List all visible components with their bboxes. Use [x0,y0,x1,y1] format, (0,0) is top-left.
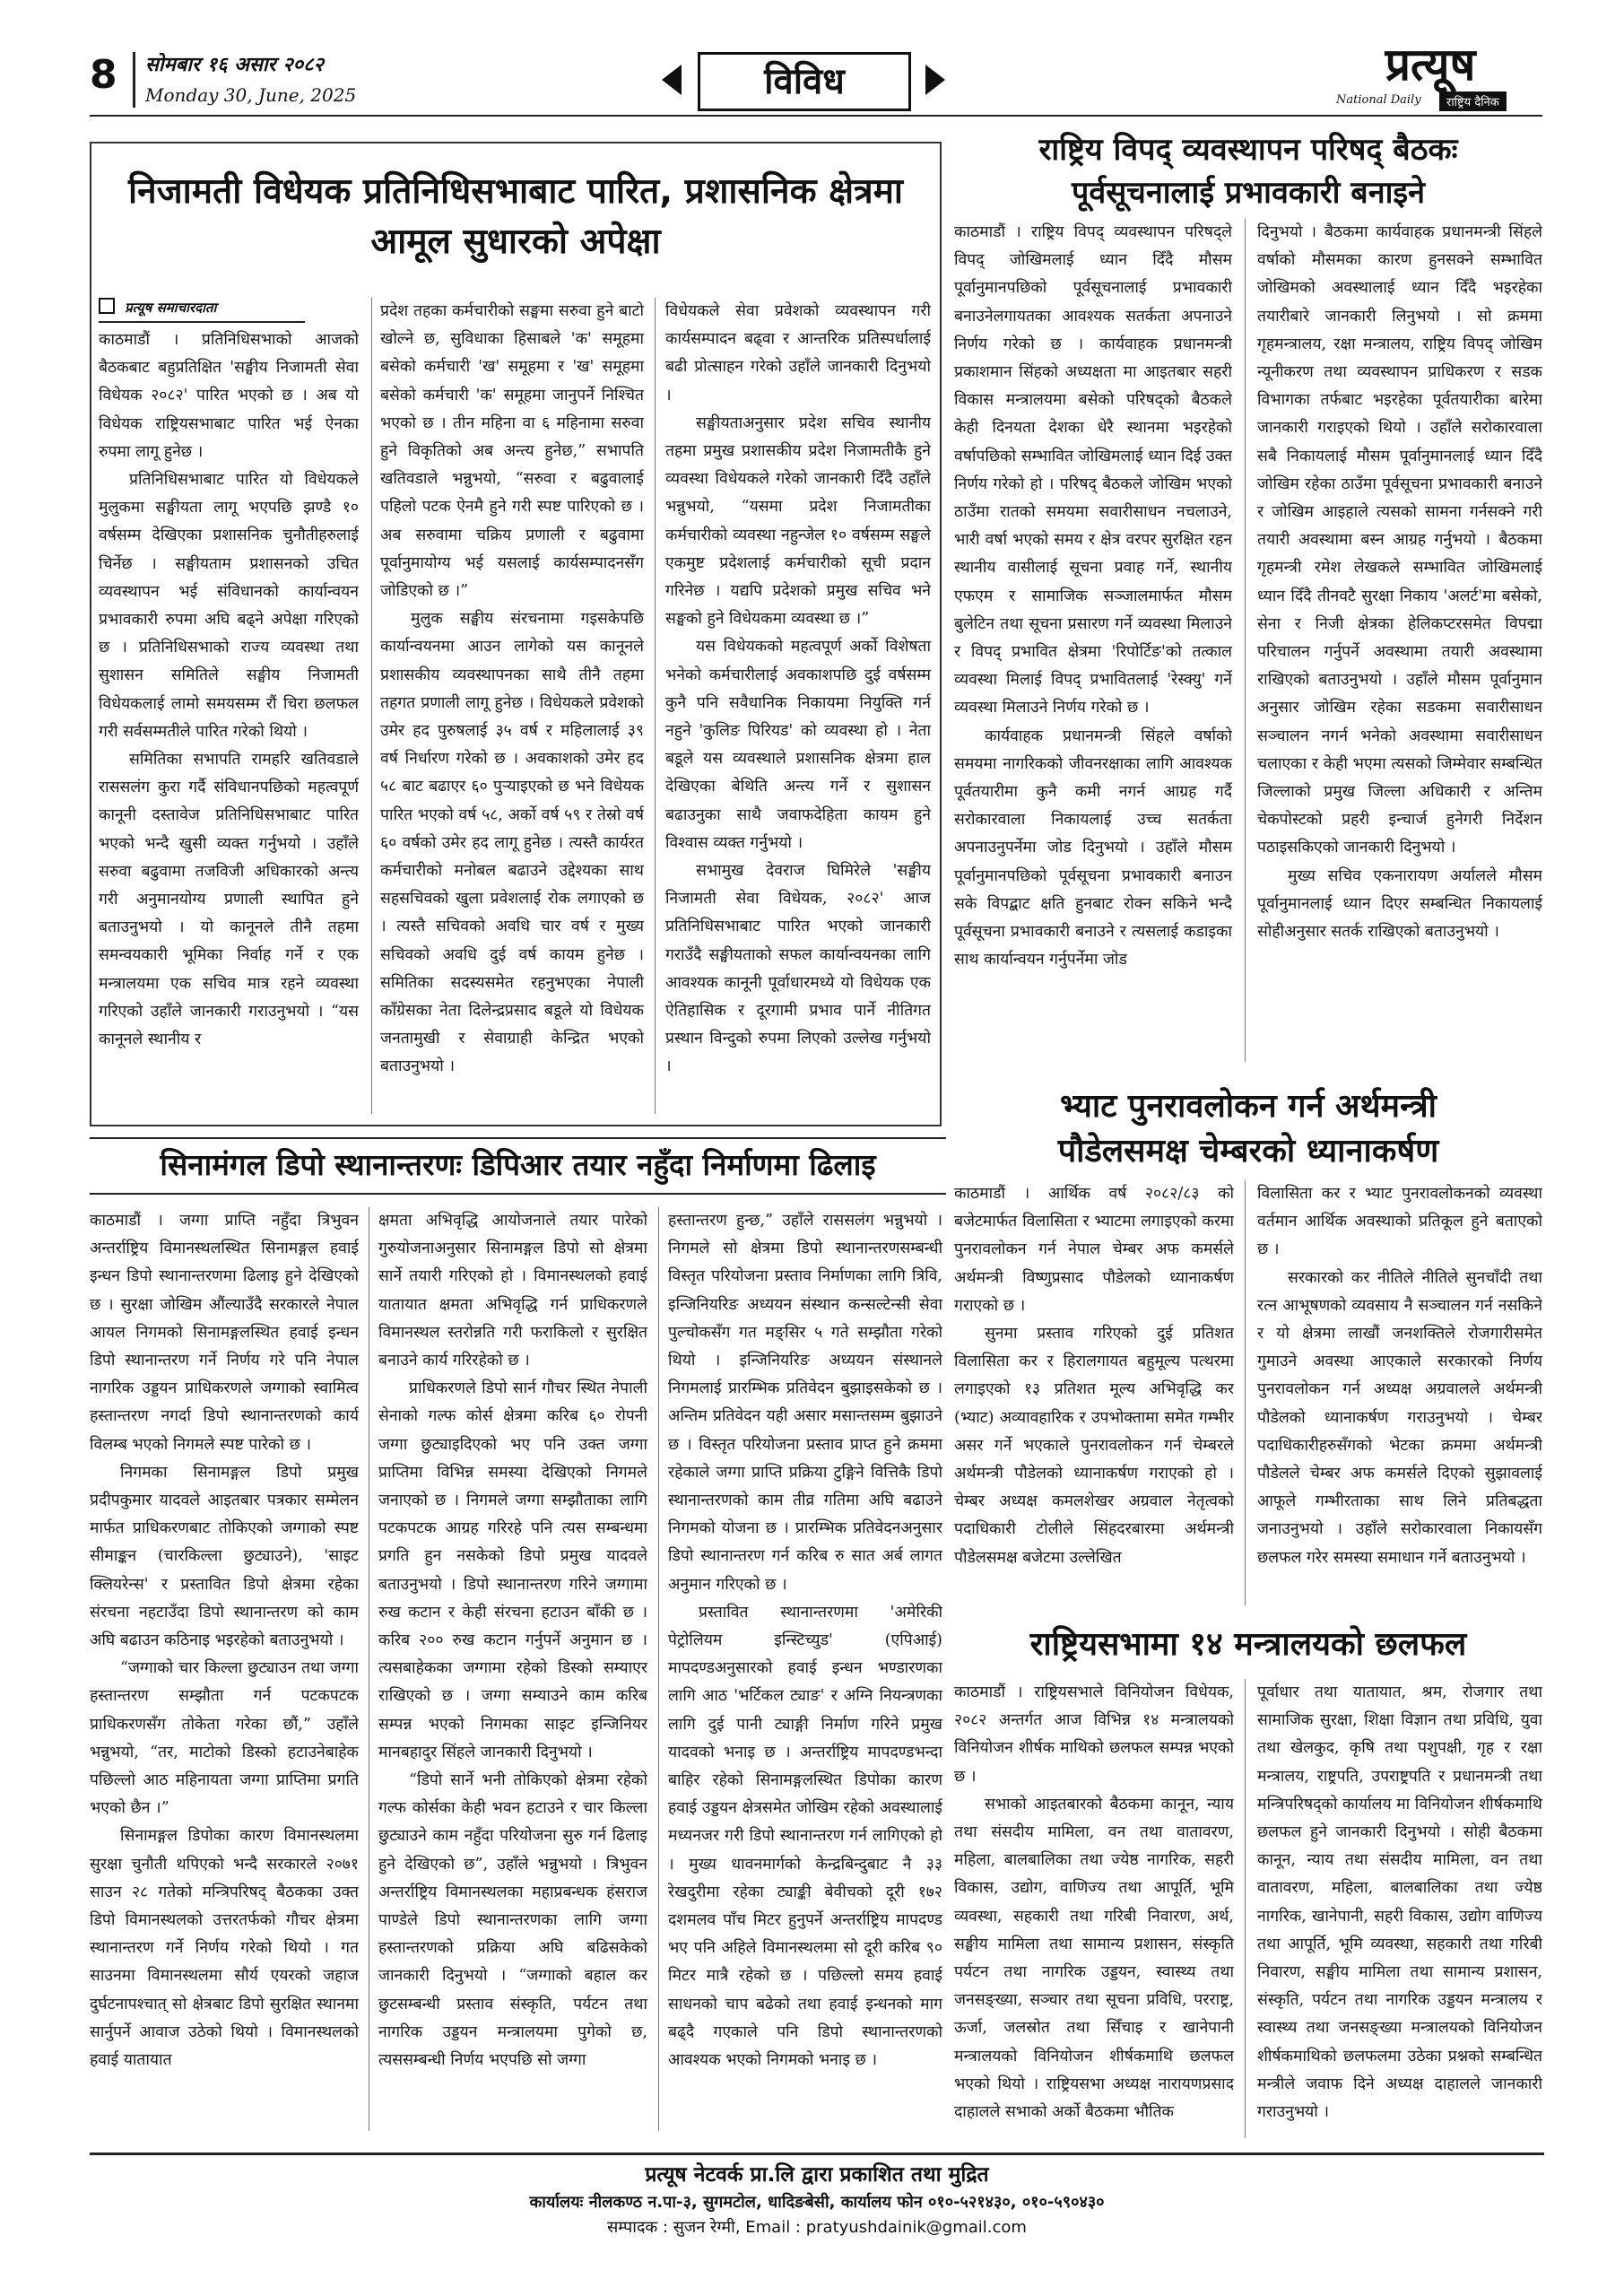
article-vat-column-1 [954,1180,1234,1611]
page-number: 8 [90,52,117,98]
date-divider [133,52,135,108]
article-vat-headline-line1: भ्याट पुनरावलोकन गर्न अर्थमन्त्री [1060,1088,1437,1125]
article-rastriyasabha [952,1620,1544,2149]
logo-name: प्रत्यूष [1385,39,1476,91]
paragraph: विधेयकले सेवा प्रवेशको व्यवस्थापन गरी कार्यसम्पादन बढ्वा र आन्तरिक प्रतिस्पर्धालाई बढी प्रोत्साहन गरेको उहाँले जानकारी दिनुभयो । [665,302,931,404]
article-nijamati [90,142,942,1126]
paragraph: सुनमा प्रस्ताव गरिएको दुई प्रतिशत विलासिता कर र हिरालगायत बहुमूल्य पत्थरमा लगाइएको १३ प्रतिशत मूल्य अभिवृद्धि कर (भ्याट) अव्यावहारिक र उपभोक्तामा समेत गम्भीर असर गर्ने भएकाले पुनरावलोकन गर्न चेम्बरले अर्थमन्त्री पौडेलको ध्यानाकर्षण गराएको हो । चेम्बर अध्यक्ष कमलशेखर अग्रवाल नेतृत्वको पदाधिकारी टोलीले सिंहदरबारमा अर्थमन्त्री पौडेलसमक्ष बजेटमा उल्लेखित [954,1325,1234,1567]
paragraph: “डिपो सार्ने भनी तोकिएको क्षेत्रमा रहेको गल्फ कोर्सका केही भवन हटाउने र चार किल्ला छुट्याउने काम नहुँदा परियोजना सुरु गर्न ढिलाइ हुने देखिएको छ”, उहाँले भन्नुभयो । त्रिभुवन अन्तर्राष्ट्रिय विमानस्थलका महाप्रबन्धक हंसराज पाण्डेले डिपो स्थानान्तरणका लागि जग्गा हस्तान्तरणको प्रक्रिया अघि बढिसकेको जानकारी दिनुभयो । “जग्गाको बहाल कर छुटसम्बन्धी प्रस्ताव संस्कृति, पर्यटन तथा नागरिक उड्डयन मन्त्रालयमा पुगेको छ, त्यससम्बन्धी निर्णय भएपछि सो जग्गा [378,1771,647,2070]
paragraph: सरकारको कर नीतिले नीतिले सुनचाँदी तथा रत्न आभूषणको व्यवसाय नै सञ्चालन गर्न नसकिने र यो क्षेत्रमा लाखौं जनशक्तिले रोजगारीसमेत गुमाउने अवस्था आएकाले सरकारको निर्णय पुनरावलोकन गर्न अध्यक्ष अग्रवालले अर्थमन्त्री पौडेलको ध्यानाकर्षण गराउनुभयो । चेम्बर पदाधिकारीहरुसँगको भेटका क्रममा अर्थमन्त्री पौडेलले चेम्बर अफ कमर्सले दिएको सुझावलाई आफूले गम्भीरताका साथ लिने प्रतिबद्धता जनाउनुभयो । उहाँले सरोकारवाला निकायसँग छलफल गरेर समस्या समाधान गर्ने बताउनुभयो । [1257,1268,1542,1567]
paragraph: काठमाडौं । राष्ट्रिय विपद् व्यवस्थापन परिषद्ले विपद् जोखिमलाई ध्यान दिँदै मौसम पूर्वानुमानपछिको पूर्वसूचनालाई प्रभावकारी बनाउनेलगायतका आवश्यक सतर्कता अपनाउने निर्णय गरेको छ । कार्यवाहक प्रधानमन्त्री प्रकाशमान सिंहको अध्यक्षता मा आइतबार सहरी विकास मन्त्रालयमा बसेको परिषद्को बैठकले केही दिनयता देशका धेरै स्थानमा भइरहेको वर्षापछिको सम्भावित जोखिमलाई ध्यान दिई उक्त निर्णय गरेको हो । परिषद् बैठकले जोखिम भएको ठाउँमा रातको समयमा सवारीसाधन नचलाउने, भारी वर्षा भएको समय र क्षेत्र वरपर सुरक्षित रहन स्थानीय वासीलाई सूचना प्रवाह गर्ने, स्थानीय एफएम र सामाजिक सञ्जालमार्फत मौसम बुलेटिन तथा सूचना प्रसारण गर्ने व्यवस्था मिलाउने र विपद् प्रभावित क्षेत्रमा 'रिपोर्टिङ'को तत्काल व्यवस्था मिलाई विपद् प्रभावितलाई 'रेस्क्यु' गर्ने व्यवस्था मिलाउने निर्णय गरेको छ । [954,223,1232,718]
column-divider [371,298,372,1114]
footer-office: कार्यालयः नीलकण्ठ न.पा-३, सुगमटोल, धादिङबेसी, कार्यालय फोन ०१०-५२१४३०, ०१०-५९०४३० [529,2193,1105,2212]
masthead-logo [1318,39,1542,115]
paragraph: समितिका सभापति रामहरि खतिवडाले राससलंग कुरा गर्दै संविधानपछिको महत्वपूर्ण कानूनी दस्तावेज प्रतिनिधिसभाबाट पारित भएको भन्दै खुसी व्यक्त गर्नुभयो । उहाँले सरुवा बढुवामा तजविजी अधिकारको अन्त्य गरी अनुमानयोग्य प्रणाली स्थापित हुने बताउनुभयो । यो कानूनले तीनै तहमा समन्वयकारी भूमिका निर्वाह गर्ने र एक मन्त्रालयमा एक सचिव मात्र रहने व्यवस्था गरिएको उहाँले जानकारी गराउनुभयो । “यस कानूनले स्थानीय र [99,751,359,1049]
paragraph: काठमाडौं । जग्गा प्राप्ति नहुँदा त्रिभुवन अन्तर्राष्ट्रिय विमानस्थलस्थित सिनामङ्गल हवाई इन्धन डिपो स्थानान्तरणमा ढिलाइ हुने देखिएको छ । सुरक्षा जोखिम औंल्याउँदै सरकारले नेपाल आयल निगमको सिनामङ्गलस्थित हवाई इन्धन डिपो स्थानान्तरण गर्ने निर्णय गरे पनि नेपाल नागरिक उड्डयन प्राधिकरणले जग्गाको स्वामित्व हस्तान्तरण नगर्दा डिपो स्थानान्तरणको कार्य विलम्ब भएको निगमले स्पष्ट पारेको छ । [90,1212,359,1454]
footer [90,2152,1544,2251]
column-divider [658,1207,659,2131]
paragraph: सङ्घीयताअनुसार प्रदेश सचिव स्थानीय तहमा प्रमुख प्रशासकीय प्रदेश निजामतीकै हुने व्यवस्था विधेयकले गरेको जानकारी दिँदै उहाँले भन्नुभयो, “यसमा प्रदेश निजामतीका कर्मचारीको व्यवस्था नहुन्जेल १० वर्षसम्म सङ्घले एकमुष्ट प्रदेशलाई कर्मचारीको सूची प्रदान गरिनेछ । यद्यपि प्रदेशको प्रमुख सचिव भने सङ्घको हुने विधेयकमा व्यवस्था छ ।” [665,413,931,629]
paragraph: विलासिता कर र भ्याट पुनरावलोकनको व्यवस्था वर्तमान आर्थिक अवस्थाको प्रतिकूल हुने बताएको छ । [1257,1185,1542,1259]
column-divider [655,298,656,1114]
article-sinamangal-headline: सिनामंगल डिपो स्थानान्तरणः डिपिआर तयार नहुँदा निर्माणमा ढिलाइ [160,1147,876,1182]
paragraph: सभाको आइतबारको बैठकमा कानून, न्याय तथा संसदीय मामिला, वन तथा वातावरण, महिला, बालबालिका तथा ज्येष्ठ नागरिक, सहरी विकास, उद्योग, वाणिज्य तथा आपूर्ति, भूमि व्यवस्था, सहकारी तथा गरिबी निवारण, अर्थ, सङ्घीय मामिला तथा सामान्य प्रशासन, संस्कृति पर्यटन तथा नागरिक उड्डयन, स्वास्थ्य तथा जनसङ्ख्या, सञ्चार तथा सूचना प्रविधि, परराष्ट्र, ऊर्जा, जलस्रोत तथा सिँचाइ र खानेपानी मन्त्रालयको विनियोजन शीर्षकमाथि छलफल भएको थियो । राष्ट्रियसभा अध्यक्ष नारायणप्रसाद दाहालले सभाको अर्को बैठकमा भौतिक [954,1795,1234,2122]
paragraph: प्रदेश तहका कर्मचारीको सङ्घमा सरुवा हुने बाटो खोल्ने छ, सुविधाका हिसाबले 'क' समूहमा बसेको कर्मचारी 'ख' समूहमा र 'ख' समूहमा बसेको कर्मचारी 'क' समूहमा जानुपर्ने निश्चित भएको छ । तीन महिना वा ६ महिनामा सरुवा हुने विकृतिको अब अन्त्य हुनेछ,” सभापति खतिवडाले भन्नुभयो, “सरुवा र बढुवालाई पहिलो पटक ऐनमै हुने गरी स्पष्ट पारिएको छ । अब सरुवामा चक्रिय प्रणाली र बढुवामा पूर्वानुमायोग्य भई यसलाई कार्यसम्पादनसँग जोडिएको छ ।” [380,302,644,601]
article-nijamati-headline-line2: आमूल सुधारको अपेक्षा [370,222,661,262]
paragraph: दिनुभयो । बैठकमा कार्यवाहक प्रधानमन्त्री सिंहले वर्षाको मौसमका कारण हुनसक्ने सम्भावित जोखिमको अवस्थालाई ध्यान दिँदै भइरहेका तयारीबारे जानकारी लिनुभयो । सो क्रममा गृहमन्त्रालय, रक्षा मन्त्रालय, राष्ट्रिय विपद् जोखिम न्यूनीकरण तथा व्यवस्थापन प्राधिकरण र सडक विभागका तर्फबाट भइरहेका पूर्वतयारीका बारेमा जानकारी गराइएको थियो । उहाँले सरोकारवाला सबै निकायलाई मौसम पूर्वानुमानलाई ध्यान दिँदै जोखिम रहेका ठाउँमा पूर्वसूचना प्रभावकारी बनाउने र जोखिम आइहाले त्यसको सामना गर्नसक्ने गरी तयारी अवस्थामा बस्न आग्रह गर्नुभयो । बैठकमा गृहमन्त्री रमेश लेखकले सम्भावित जोखिमलाई ध्यान दिँदै तीनवटै सुरक्षा निकाय 'अलर्ट'मा बसेको, सेना र निजी क्षेत्रका हेलिकप्टरसमेत विपद्मा परिचालन गर्नुपर्ने अवस्थामा तयारी अवस्थामा राखिएको बताउनुभयो । उहाँले मौसम पूर्वानुमान अनुसार जोखिम रहेका सडकमा सवारीसाधन सञ्चालन नगर्न भनेको अवस्थामा सवारीसाधन चलाएका र केही भएमा त्यसको जिम्मेवार सम्बन्धित जिल्लाको प्रमुख जिल्ला अधिकारी र अन्तिम चेकपोस्टको प्रहरी इन्चार्ज हुनेगरी निर्देशन पठाइसकिएको जानकारी दिनुभयो । [1257,223,1542,857]
paragraph: कार्यवाहक प्रधानमन्त्री सिंहले वर्षाको समयमा नागरिकको जीवनरक्षाका लागि आवश्यक पूर्वतयारीमा कुनै कमी नगर्न आग्रह गर्दै सरोकारवाला निकायलाई उच्च सतर्कता अपनाउनुपर्नेमा जोड दिनुभयो । उहाँले मौसम पूर्वानुमानपछिको पूर्वसूचना प्रभावकारी बनाउन सके विपद्बाट क्षति हुनबाट रोक्न सकिने भन्दै पूर्वसूचना प्रभावकारी बनाउने र त्यसलाई कडाइका साथ कार्यान्वयन गर्नुपर्नेमा जोड [954,726,1232,970]
article-bipad-headline-line1: राष्ट्रिय विपद् व्यवस्थापन परिषद् बैठकः [1038,132,1458,168]
paragraph: काठमाडौं । प्रतिनिधिसभाको आजको बैठकबाट बहुप्रतिक्षित 'सङ्घीय निजामती सेवा विधेयक २०८२' पारित भएको छ । अब यो विधेयक राष्ट्रियसभाबाट पारित भई ऐनका रुपमा लागू हुनेछ । [99,331,359,461]
logo-subtitle-left: National Daily [1336,93,1421,107]
section-right-arrow-icon [925,65,945,95]
headline-rule-bottom [90,1193,946,1195]
paragraph: काठमाडौं । आर्थिक वर्ष २०८२/८३ को बजेटमार्फत विलासिता र भ्याटमा लगाइएको करमा पुनरावलोकन गर्न नेपाल चेम्बर अफ कमर्सले अर्थमन्त्री विष्णुप्रसाद पौडेलको ध्यानाकर्षण गराएको छ । [954,1185,1234,1315]
column-divider [1245,1679,1246,2138]
paragraph: प्राधिकरणले डिपो सार्न गौचर स्थित नेपाली सेनाको गल्फ कोर्स क्षेत्रमा करिब ६० रोपनी जग्गा छुट्याइदिएको भए पनि उक्त जग्गा प्राप्तिमा विभिन्न समस्या देखिएको निगमले जनाएको छ । निगमले जग्गा सम्झौताका लागि पटकपटक आग्रह गरिरहे पनि त्यस सम्बन्धमा प्रगति हुन नसकेको डिपो प्रमुख यादवले बताउनुभयो । डिपो स्थानान्तरण गरिने जग्गामा रुख कटान र केही संरचना हटाउन बाँकी छ । करिब २०० रुख कटान गर्नुपर्ने अनुमान छ । त्यसबाहेकका जग्गामा रहेको डिस्को सम्याएर राखिएको छ । जग्गा सम्याउने काम करिब सम्पन्न भएको निगमका साइट इन्जिनियर मानबहादुर सिंहले जानकारी दिनुभयो । [378,1379,647,1761]
paragraph: हस्तान्तरण हुन्छ,” उहाँले राससलंग भन्नुभयो । निगमले सो क्षेत्रमा डिपो स्थानान्तरणसम्बन्धी विस्तृत परियोजना प्रस्ताव निर्माणका लागि त्रिवि, इन्जिनियरिङ अध्ययन संस्थान कन्सल्टेन्सी सेवा पुल्चोकसँग गत मङ्सिर ५ गते सम्झौता गरेको थियो । इन्जिनियरिङ अध्ययन संस्थानले निगमलाई प्रारम्भिक प्रतिवेदन बुझाइसकेको छ । अन्तिम प्रतिवेदन यही असार मसान्तसम्म बुझाउने छ । विस्तृत परियोजना प्रस्ताव प्राप्त हुने क्रममा रहेकाले जग्गा प्राप्ति प्रक्रिया टुङ्गिने वित्तिकै डिपो स्थानान्तरणको काम तीव्र गतिमा अघि बढाउने निगमको योजना छ । प्रारम्भिक प्रतिवेदनअनुसार डिपो स्थानान्तरण गर्न करिब रु सात अर्ब लागत अनुमान गरिएको छ । [668,1212,942,1594]
column-divider [1245,219,1246,1062]
byline-text: प्रत्यूष समाचारदाता [125,300,217,316]
article-bipad-column-1 [954,219,1232,1062]
footer-publisher: प्रत्यूष नेटवर्क प्रा.लि द्वारा प्रकाशित तथा मुद्रित [645,2163,989,2187]
paragraph: क्षमता अभिवृद्धि आयोजनाले तयार पारेको गुरुयोजनाअनुसार सिनामङ्गल डिपो सो क्षेत्रमा सार्ने तयारी गरिएको हो । विमानस्थलको हवाई यातायात क्षमता अभिवृद्धि गर्न प्राधिकरणले विमानस्थल स्तरोन्नति गरी फराकिलो र सुरक्षित बनाउने कार्य गरिरहेको छ । [378,1212,647,1370]
article-bipad-headline-line2: पूर्वसूचनालाई प्रभावकारी बनाइने [1072,175,1425,211]
article-bipad [952,126,1544,1067]
section-box [698,52,911,111]
article-rastriyasabha-column-2 [1257,1679,1542,2144]
article-sinamangal [90,1137,946,2142]
article-vat [952,1073,1544,1611]
paragraph: प्रतिनिधिसभाबाट पारित यो विधेयकले मुलुकमा सङ्घीयता लागू भएपछि झण्डै १० वर्षसम्म देखिएका प्रशासनिक चुनौतीहरुलाई चिर्नेछ । सङ्घीयताम प्रशासनको उचित व्यवस्थापन भई संविधानको कार्यान्वयन प्रभावकारी रुपमा अघि बढ्ने अपेक्षा गरिएको छ । प्रतिनिधिसभाको राज्य व्यवस्था तथा सुशासन समितिले सङ्घीय निजामती विधेयकलाई लामो समयसम्म रौं चिरा छलफल गरी सर्वसम्मतीले पारित गरेको थियो । [99,471,359,741]
column-divider [1245,1180,1246,1605]
article-sinamangal-column-2 [378,1207,647,2136]
article-rastriyasabha-column-1 [954,1679,1234,2144]
article-nijamati-column-2 [380,298,644,1116]
paragraph: यस विधेयकको महत्वपूर्ण अर्को विशेषता भनेको कर्मचारीलाई अवकाशपछि दुई वर्षसम्म कुनै पनि सवैधानिक निकायमा नियुक्ति गर्न नहुने 'कुलिङ पिरियड' को व्यवस्था हो । नेता बडूले यस व्यवस्थाले प्रशासनिक क्षेत्रमा हाल देखिएका बेथिति अन्त्य गर्ने र सुशासन बढाउनुका साथै जवाफदेहिता कायम हुने विश्वास व्यक्त गर्नुभयो । [665,638,931,852]
section-left-arrow-icon [662,65,682,95]
paragraph: मुलुक सङ्घीय संरचनामा गइसकेपछि कार्यान्वयनमा आउन लागेको यस कानूनले प्रशासकीय व्यवस्थापनका साथै तीनै तहमा तहगत प्रणाली लागू हुनेछ । विधेयकले प्रवेशको उमेर हद पुरुषलाई ३५ वर्ष र महिलालाई ३९ वर्ष निर्धारण गरेको छ । अवकाशको उमेर हद ५८ बाट बढाएर ६० पुऱ्याइएको छ भने विधेयक पारित भएको वर्ष ५८, अर्को वर्ष ५९ र तेस्रो वर्ष ६० वर्षको उमेर हद लागू हुनेछ । त्यस्तै कार्यरत कर्मचारीको मनोबल बढाउने उद्देश्यका साथ सहसचिवको खुला प्रवेशलाई रोक लगाएको छ । त्यस्तै सचिवको अवधि चार वर्ष र मुख्य सचिवको अवधि दुई वर्ष कायम हुनेछ । समितिका सदस्यसमेत रहनुभएका नेपाली काँग्रेसका नेता दिलेन्द्रप्रसाद बडूले यो विधेयक जनतामुखी र सेवाग्राही केन्द्रित भएको बताउनुभयो । [380,610,644,1076]
byline [99,298,305,323]
paragraph: सिनामङ्गल डिपोका कारण विमानस्थलमा सुरक्षा चुनौती थपिएको भन्दै सरकारले २०७१ साउन २८ गतेको मन्त्रिपरिषद् बैठकका उक्त डिपो विमानस्थलको उत्तरतर्फको गौचर क्षेत्रमा स्थानान्तरण गर्ने निर्णय गरेको थियो । गत साउनमा विमानस्थलमा सौर्य एयरको जहाज दुर्घटनापश्चात् सो क्षेत्रबाट डिपो सुरक्षित स्थानमा सार्नुपर्ने आवाज उठेको थियो । विमानस्थलको हवाई यातायात [90,1827,359,2070]
paragraph: सभामुख देवराज घिमिरेले 'सङ्घीय निजामती सेवा विधेयक, २०८२' आज प्रतिनिधिसभाबाट पारित भएको जानकारी गराउँदै सङ्घीयताको सफल कार्यान्वयनका लागि आवश्यक कानूनी पूर्वाधारमध्ये यो विधेयक एक ऐतिहासिक र दूरगामी प्रभाव पार्ने नीतिगत प्रस्थान विन्दुको रुपमा लिएको उल्लेख गर्नुभयो । [665,862,931,1076]
paragraph: प्रस्तावित स्थानान्तरणमा 'अमेरिकी पेट्रोलियम इन्स्टिच्युड' (एपिआई) मापदण्डअनुसारको हवाई इन्धन भण्डारणका लागि आठ 'भर्टिकल ट्याङ' र अग्नि नियन्त्रणका लागि दुई पानी ट्याङ्गी निर्माण गरिने प्रमुख यादवको भनाइ छ । अन्तर्राष्ट्रिय मापदण्डभन्दा बाहिर रहेको सिनामङ्गलस्थित डिपोका कारण हवाई उड्डयन क्षेत्रसमेत जोखिम रहेको अवस्थालाई मध्यनजर गरी डिपो स्थानान्तरण गर्न लागिएको हो । मुख्य धावनमार्गको केन्द्रबिन्दुबाट नै ३३ रेखदुरीमा रहेका ट्याङ्की बेवीचको दूरी १७२ दशमलव पाँच मिटर हुनुपर्ने अन्तर्राष्ट्रिय मापदण्ड भए पनि अहिले विमानस्थलमा सो दूरी करिब ९० मिटर मात्रै रहेको छ । पछिल्लो समय हवाई साधनको चाप बढेको तथा हवाई इन्धनको माग बढ्दै गएकाले पनि डिपो स्थानान्तरणको आवश्यक भएको निगमको भनाइ छ । [668,1603,942,2070]
footer-rule [90,2152,1544,2155]
paragraph: काठमाडौं । राष्ट्रियसभाले विनियोजन विधेयक, २०८२ अन्तर्गत आज विभिन्न १४ मन्त्रालयको विनियोजन शीर्षक माथिको छलफल सम्पन्न भएको छ । [954,1683,1234,1786]
footer-editor: सम्पादक : सुजन रेग्मी, Email : pratyushdainik@gmail.com [607,2218,1027,2237]
date-english: Monday 30, June, 2025 [145,84,357,106]
paragraph: “जग्गाको चार किल्ला छुट्याउन तथा जग्गा हस्तान्तरण सम्झौता गर्न पटकपटक प्राधिकरणसँग तोकेता गरेका छौं,” उहाँले भन्नुभयो, “तर, माटोको डिस्को हटाउनेबाहेक पछिल्लो आठ महिनायता जग्गा प्राप्तिमा प्रगति भएको छैन ।” [90,1659,359,1818]
article-sinamangal-column-3 [668,1207,942,2136]
date-nepali: सोमबार १६ असार २०८२ [145,54,324,76]
byline-box-icon [99,298,115,314]
article-bipad-column-2 [1257,219,1542,1062]
masthead-rule [90,115,1542,117]
article-nijamati-column-1 [99,326,359,1116]
section-title: विविध [764,61,845,102]
article-nijamati-headline-line1: निजामती विधेयक प्रतिनिधिसभाबाट पारित, प्रशासनिक क्षेत्रमा [127,171,904,212]
logo-subtitle-right: राष्ट्रिय दैनिक [1439,91,1507,111]
article-vat-headline-line2: पौडेलसमक्ष चेम्बरको ध्यानाकर्षण [1057,1133,1439,1170]
paragraph: पूर्वाधार तथा यातायात, श्रम, रोजगार तथा सामाजिक सुरक्षा, शिक्षा विज्ञान तथा प्रविधि, युवा तथा खेलकुद, कृषि तथा पशुपक्षी, गृह र रक्षा मन्त्रालय, राष्ट्रपति, उपराष्ट्रपति र प्रधानमन्त्री तथा मन्त्रिपरिषद्को कार्यालय मा विनियोजन शीर्षकमाथि छलफल हुने जानकारी दिनुभयो । सोही बैठकमा कानून, न्याय तथा संसदीय मामिला, वन तथा वातावरण, महिला, बालबालिका तथा ज्येष्ठ नागरिक, खानेपानी, सहरी विकास, उद्योग वाणिज्य तथा आपूर्ति, भूमि व्यवस्था, सहकारी तथा गरिबी निवारण, सङ्घीय मामिला तथा सामान्य प्रशासन, संस्कृति, पर्यटन तथा नागरिक उड्डयन मन्त्रालय र स्वास्थ्य तथा जनसङ्ख्या मन्त्रालयको विनियोजन शीर्षकमाथिको छलफलमा उठेका प्रश्नको सम्बन्धित मन्त्रीले जवाफ दिने अध्यक्ष दाहालले जानकारी गराउनुभयो । [1257,1683,1542,2122]
article-rastriyasabha-headline: राष्ट्रियसभामा १४ मन्त्रालयको छलफल [1029,1626,1467,1663]
paragraph: निगमका सिनामङ्गल डिपो प्रमुख प्रदीपकुमार यादवले आइतबार पत्रकार सम्मेलन मार्फत प्राधिकरणबाट तोकिएको जग्गाको स्पष्ट सीमाङ्कन (चारकिल्ला छुट्याउने), 'साइट क्लियरेन्स' र प्रस्तावित डिपो क्षेत्रमा रहेका संरचना नहटाउँदा डिपो स्थानान्तरण को काम अघि बढाउन कठिनाइ भइरहेको बताउनुभयो । [90,1463,359,1650]
headline-rule-top [90,1137,946,1139]
article-nijamati-column-3 [665,298,931,1116]
paragraph: मुख्य सचिव एकनारायण अर्यालले मौसम पूर्वानुमानलाई ध्यान दिएर सम्बन्धित निकायलाई सोहीअनुसार सतर्क राखिएको बताउनुभयो । [1257,866,1542,942]
masthead [0,0,1624,117]
article-sinamangal-column-1 [90,1207,359,2136]
article-vat-column-2 [1257,1180,1542,1611]
